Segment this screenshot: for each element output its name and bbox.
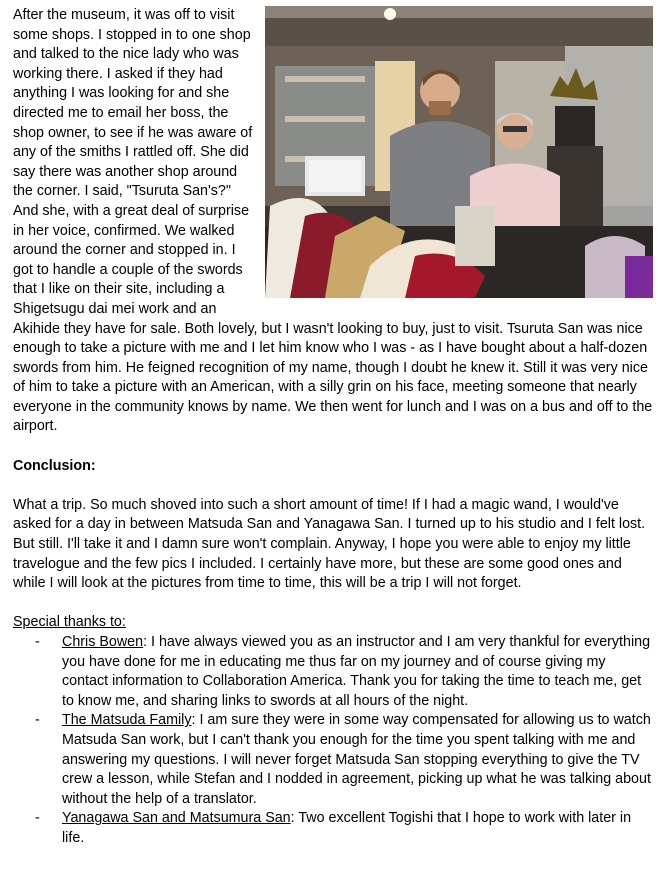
thanks-name: Chris Bowen [62, 634, 144, 650]
document-page [13, 6, 653, 849]
thanks-name: Yanagawa San and Matsumura San [62, 810, 291, 827]
thanks-text: : Two excellent Togishi that I hope to work with later in life. [62, 810, 632, 846]
thanks-list [13, 633, 653, 849]
intro-paragraph: After the museum, it was off to visit some shops. I stopped in to one shop and talked to the nice lady who was working there. I asked if they had anything I was looking for and she directed me to email her boss, the shop owner, to see if he was aware of any of the smiths I rattled off. She did say there was another shop around the corner. I said, "Tsuruta San's?" And she, with a great deal of surprise in her voice, confirmed. We walked around the corner and stopped in. I got to handle a couple of the swords that I like on their site, including a Shigetsugu dai mei work and an Akihide they have for sale. Both lovely, but I wasn't looking to buy, just to visit. Tsuruta San was nice enough to take a picture with me and I let him know who I was - as I have bought about a half-dozen swords from him. He feigned recognition of my name, though I doubt he knew it. Still it was very nice of him to take a picture with an American, with a silly grin on his face, meeting someone that nearly everyone in the community knows by name. We then went for lunch and I was on a bus and off to the airport. [13, 7, 653, 435]
photo-of-two-men-in-sword-shop-icon [265, 6, 653, 298]
list-dash: - [35, 634, 40, 650]
spacer [13, 476, 653, 496]
list-dash: - [35, 810, 40, 827]
thanks-item-yanagawa-matsumura [13, 809, 653, 848]
spacer [13, 437, 653, 457]
thanks-item-matsuda-family [13, 711, 653, 809]
thanks-text: : I am sure they were in some way compensated for allowing us to watch Matsuda San work, but I can't thank you enough for the time you spent talking with me and answering my questions. I will never forget Matsuda San stopping everything to give the TV crew a lesson, while Stefan and I nodded in agreement, picking up what he was talking about without the help of a translator. [62, 712, 651, 807]
thanks-name: The Matsuda Family [62, 712, 192, 729]
spacer [13, 594, 653, 614]
shop-photo [265, 6, 653, 298]
conclusion-paragraph: What a trip. So much shoved into such a short amount of time! If I had a magic wand, I would've asked for a day in between Matsuda San and Yanagawa San. I turned up to his studio and I felt lost. But still. I'll take it and I damn sure won't complain. Anyway, I hope you were able to enjoy my little travelogue and the few pics I included. I certainly have more, but these are some good ones and while I will look at the pictures from time to time, this will be a trip I will not forget. [13, 496, 646, 592]
special-thanks-heading: Special thanks to: [13, 614, 126, 631]
thanks-item-chris-bowen [13, 633, 653, 711]
thanks-text: : I have always viewed you as an instructor and I am very thankful for everything you have done for me in educating me thus far on my journey and of course giving my contact information to Collaboration America. Thank you for taking the time to teach me, get to know me, and sharing links to swords at all hours of the night. [62, 634, 651, 709]
list-dash: - [35, 712, 40, 729]
conclusion-heading: Conclusion: [13, 457, 96, 474]
